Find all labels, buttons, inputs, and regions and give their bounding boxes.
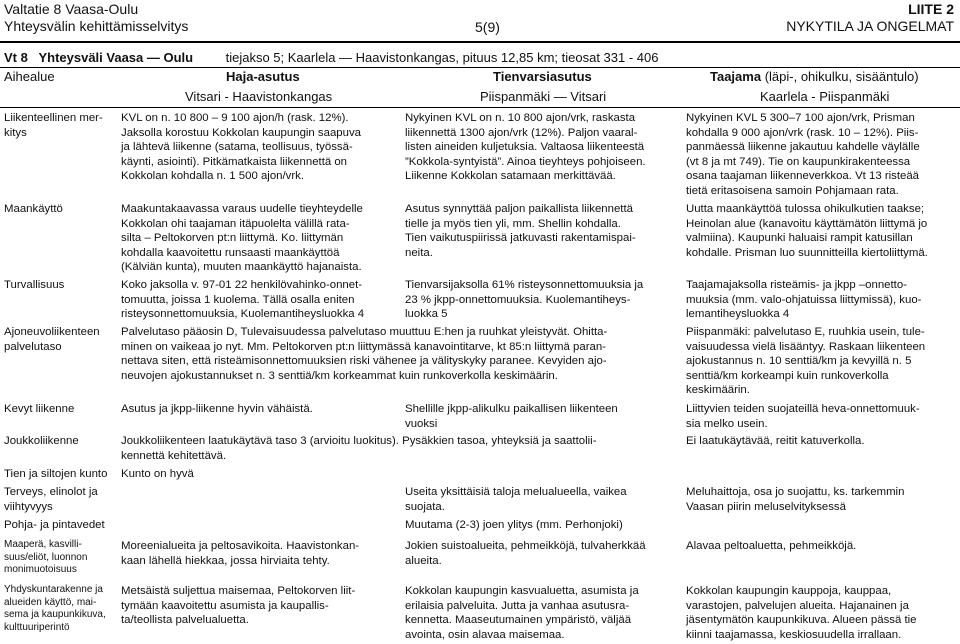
col1-subheader: Vitsari - Haavistonkangas xyxy=(185,89,333,104)
r8-col3: Meluhaittoja, osa jo suojattu, ks. tarkemmin Vaasan piirin meluselvityksessä xyxy=(686,486,905,513)
header-divider xyxy=(0,41,960,43)
route-segment: tiejakso 5; Kaarlela — Haavistonkangas, pituus 12,85 km; xyxy=(225,50,559,65)
r11-col3: Kokkolan kaupungin kauppoja, kauppaa, varastojen, palvelujen alueita. Hajanainen ja jäsentymätön kaupunkikuva. Alueen pässä tie kiinni taajamassa, keskiosuudella irrallaan. xyxy=(686,585,917,641)
r4-col12: Palvelutaso pääosin D, Tulevaisuudessa palvelutaso muuttuu E:hen ja ruuhkat yleistyvät. Ohitta- minen on vaikeaa jo nyt. Mm. Peltokorven pt:n liittymässä kanavointitarve, kt 85:n liittymä paran- nettava siten, että risteämisonnettomuuksien riski vähenee ja välityskyky paranee. Kevyiden ajo- neuvojen ajokustannukset n. 3 senttiä/km korkeammat kuin runkoverkolla keskimäärin. xyxy=(121,326,608,382)
section-label: NYKYTILA JA ONGELMAT xyxy=(786,18,954,34)
r3-col1: Koko jaksolla v. 97-01 22 henkilövahinko-onnet- tomuutta, joissa 1 kuolema. Tällä osalla eniten risteysonnettomuuksia, Kuolemantiheysluokka 4 xyxy=(121,279,365,321)
col2-header: Tienvarsiasutus xyxy=(493,69,592,84)
row-label-soil-nature: Maaperä, kasvilli- suus/eliöt, luonnon monimuotoisuus xyxy=(4,539,88,575)
document-subtitle: Yhteysvälin kehittämisselvitys xyxy=(4,18,189,34)
r8-col2: Useita yksittäisiä taloja melualueella, vaikea suojata. xyxy=(405,486,627,513)
row-label-community-structure: Yhdyskuntarakenne ja alueiden käyttö, mai- sema ja kaupunkikuva, kulttuuriperintö xyxy=(4,584,106,633)
r3-col3: Taajamajaksolla risteämis- ja jkpp –onnetto- muuksia (mm. valo-ohjatuissa liittymissä), kuo- lemantiheysluokka 4 xyxy=(686,279,922,321)
r4-col3: Piispanmäki: palvelutaso E, ruuhkia usein, tule- vaisuudessa vielä lisääntyy. Raskaan liikenteen ajokustannus n. 10 senttiä/km ja kevyillä n. 5 senttiä/km korkeampi kuin runkoverkolla keskimäärin. xyxy=(686,326,926,397)
r2-col1: Maakuntakaavassa varaus uudelle tieyhteydelle Kokkolan ohi taajaman itäpuolelta välillä rata- silta – Peltokorven pt:n liittymä. Ko. liittymän kohdalla kaavoitettu runsaasti maankäyttöä (Kälviän kunta), muuten maankäyttö hajanaista. xyxy=(121,203,363,274)
row-label-traffic-significance: Liikenteellinen mer- kitys xyxy=(4,112,103,139)
r9-col2: Muutama (2-3) joen ylitys (mm. Perhonjoki) xyxy=(405,519,623,531)
col3-title-suffix: (läpi-, ohikulku, sisääntulo) xyxy=(764,69,919,84)
route-vt: Vt 8 xyxy=(4,50,28,65)
r2-col3: Uutta maankäyttöä tulossa ohikulkutien taakse; Heinolan alue (kanavoitu käyttämätön liittymä jo valmiina). Kaupunki haluaisi rampit katusillan kohdalle. Prisman luo suunnitteilla kiertoliittymä. xyxy=(686,203,928,259)
area-header: Aihealue xyxy=(4,69,55,84)
row-label-light-traffic: Kevyt liikenne xyxy=(4,403,75,415)
r10-col3: Alavaa peltoaluetta, pehmeikköjä. xyxy=(686,540,857,552)
r10-col1: Moreenialueita ja peltosavikoita. Haavistonkan- kaan lähellä hiekkaa, jossa hirviaita tehty. xyxy=(121,540,360,567)
page-number: 5(9) xyxy=(475,19,500,35)
r1-col3: Nykyinen KVL 5 300–7 100 ajon/vrk, Prisman kohdalla 9 000 ajon/vrk (rask. 10 – 12%). Piis- panmäessä liikenne jakautuu kahdelle väylälle (vt 8 ja mt 749). Tie on kaupunkirakenteessa osana taajaman liikenneverkkoa. Vt 13 risteää tietä eritasoisena samoin Pohjamaan rata. xyxy=(686,112,920,197)
row-label-land-use: Maankäyttö xyxy=(4,203,63,215)
row-label-health: Terveys, elinolot ja viihtyvyys xyxy=(4,486,98,513)
route-title xyxy=(4,50,659,65)
col1-header: Haja-asutus xyxy=(226,69,300,84)
route-divider xyxy=(0,67,960,68)
r10-col2: Jokien suistoalueita, pehmeikköjä, tulvaherkkää alueita. xyxy=(405,540,646,567)
r5-col3: Liittyvien teiden suojateillä heva-onnettomuuk- sia melko usein. xyxy=(686,403,920,430)
row-label-waters: Pohja- ja pintavedet xyxy=(4,519,105,531)
r1-col2: Nykyinen KVL on n. 10 800 ajon/vrk, raskasta liikennettä 1300 ajon/vrk (12%). Paljon vaaral- listen aineiden kuljetuksia. Valtaosa liikenteestä ”Kokkola-syntyistä”. Ainoa tieyhteys pohjoiseen. Liikenne Kokkolan satamaan merkittävää. xyxy=(405,112,646,183)
route-sections: tieosat 331 - 406 xyxy=(561,50,659,65)
row-label-vehicle-service-level: Ajoneuvoliikenteen palvelutaso xyxy=(4,326,100,353)
col3-subheader: Kaarlela - Piispanmäki xyxy=(760,89,890,104)
r11-col1: Metsäistä suljettua maisemaa, Peltokorven liit- tymään kaavoitettu asumista ja kaupallis- ta/teollista palvelualuetta. xyxy=(121,585,356,627)
col3-header xyxy=(710,69,919,84)
r6-col3: Ei laatukäytävää, reitit katuverkolla. xyxy=(686,435,865,447)
row-label-public-transport: Joukkoliikenne xyxy=(4,435,79,447)
row-label-safety: Turvallisuus xyxy=(4,279,65,291)
col2-subheader: Piispanmäki — Vitsari xyxy=(480,89,607,104)
r5-col2: Shellille jkpp-alikulku paikallisen liikenteen vuoksi xyxy=(405,403,618,430)
annex-label: LIITE 2 xyxy=(908,1,954,17)
r11-col2: Kokkolan kaupungin kasvualuetta, asumista ja erilaisia palveluita. Jutta ja vanhaa asutusra- kennetta. Maaseutumainen ympäristö, väljää avointa, osin alavaa maisemaa. xyxy=(405,585,639,641)
row-label-road-condition: Tien ja siltojen kunto xyxy=(4,468,108,480)
r6-col12: Joukkoliikenteen laatukäytävä taso 3 (arvioitu luokitus). Pysäkkien tasoa, yhteyksiä ja saattolii- kennettä kehitettävä. xyxy=(121,435,597,462)
r2-col2: Asutus synnyttää paljon paikallista liikennettä tielle ja myös tien yli, mm. Shellin kohdalla. Tien vaikutuspiirissä jatkuvasti rakentamispai- neita. xyxy=(405,203,636,259)
route-name: Yhteysväli Vaasa — Oulu xyxy=(38,50,194,65)
r1-col1: KVL on n. 10 800 – 9 100 ajon/h (rask. 12%). Jaksolla korostuu Kokkolan kaupungin saapuva ja lähtevä liikenne (satama, teollisuus, työssä- käynti, asiointi). Pitkämatkaista liikennettä on Kokkolan kohdalla n. 1 500 ajon/vrk. xyxy=(121,112,361,183)
col3-title: Taajama xyxy=(710,69,762,84)
r3-col2: Tienvarsijaksolla 61% risteysonnettomuuksia ja 23 % jkpp-onnettomuuksia. Kuolemantiheys- luokka 5 xyxy=(405,279,644,321)
table-header-divider xyxy=(0,107,960,108)
document-title: Valtatie 8 Vaasa-Oulu xyxy=(4,1,139,17)
r7-col1: Kunto on hyvä xyxy=(121,468,194,480)
r5-col1: Asutus ja jkpp-liikenne hyvin vähäistä. xyxy=(121,403,313,415)
